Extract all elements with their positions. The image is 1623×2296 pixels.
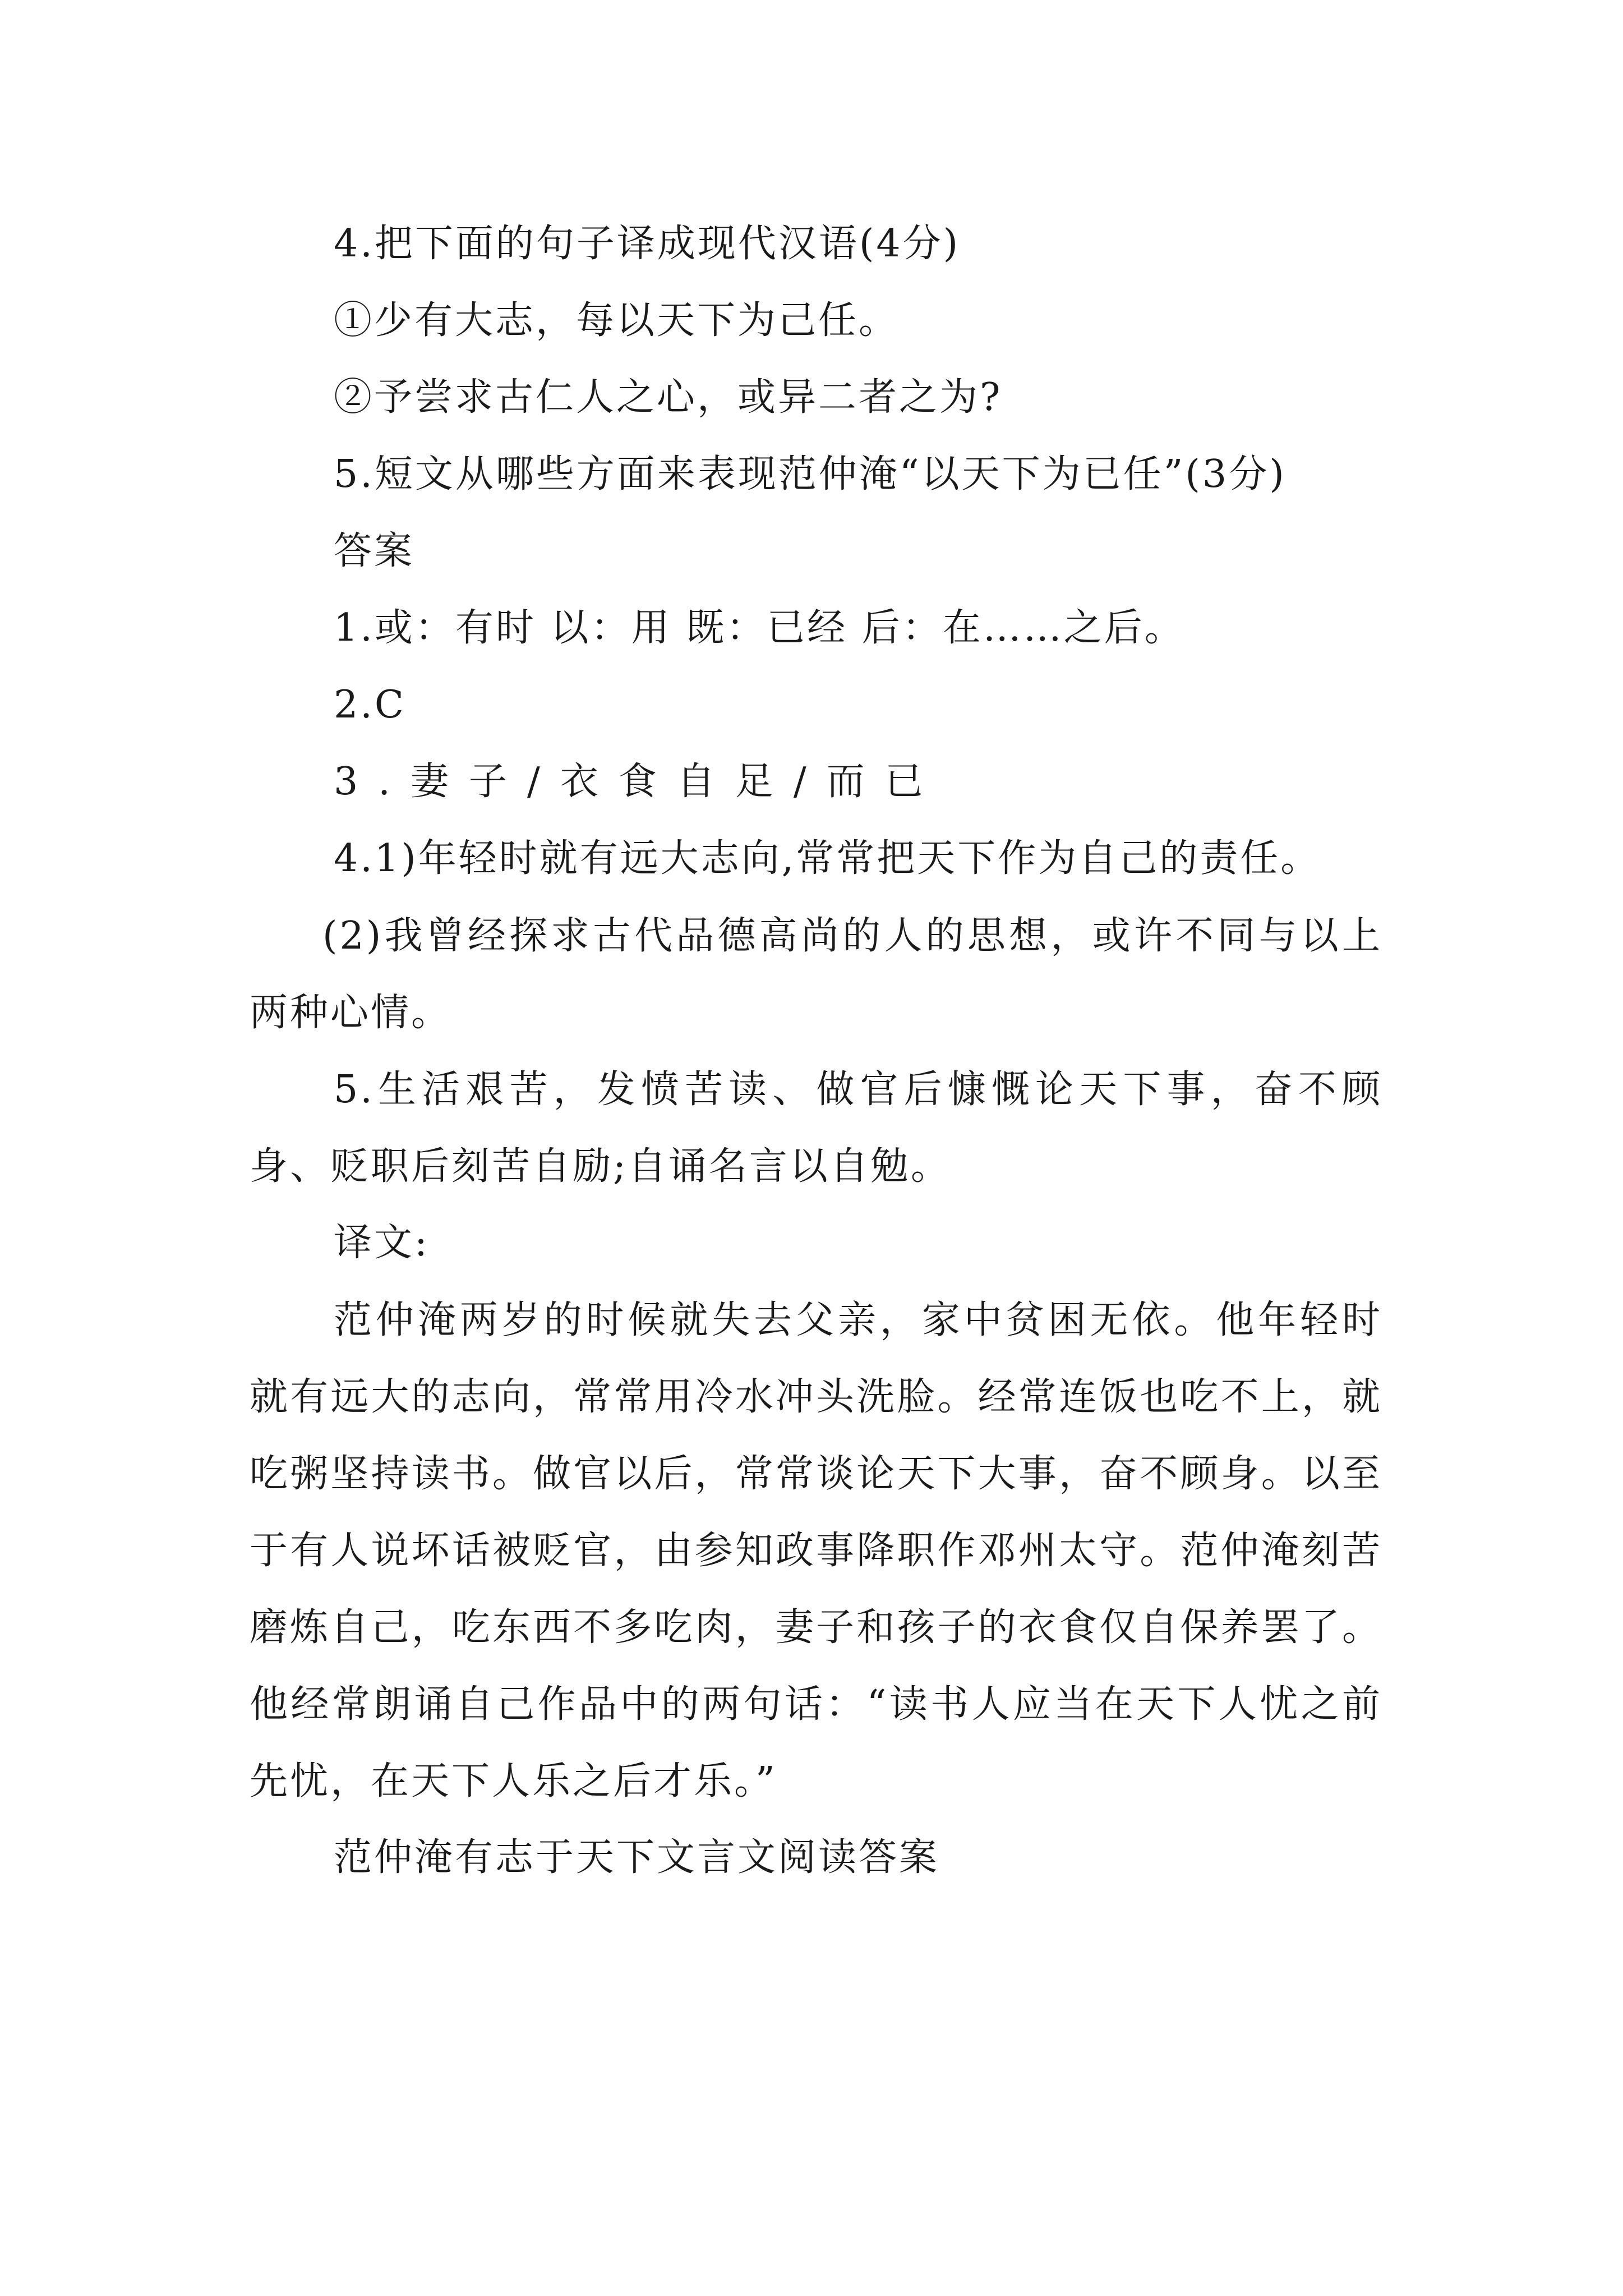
answer-2: 2.C (334, 683, 406, 727)
answer-1: 1.或：有时 以：用 既：已经 后：在……之后。 (334, 606, 1185, 650)
answer-5: 5.生活艰苦，发愤苦读、做官后慷慨论天下事，奋不顾身、贬职后刻苦自励;自诵名言以自勉。 (250, 1068, 1382, 1189)
translation-body: 范仲淹两岁的时候就失去父亲，家中贫困无依。他年轻时就有远大的志向，常常用冷水冲头洗脸。经常连饭也吃不上，就吃粥坚持读书。做官以后，常常谈论天下大事，奋不顾身。以至于有人说坏话被贬官，由参知政事降职作邓州太守。范仲淹刻苦磨炼自己，吃东西不多吃肉，妻子和孩子的衣食仅自保养罢了。他经常朗诵自己作品中的两句话：“读书人应当在天下人忧之前先忧，在天下人乐之后才乐。” (250, 1298, 1382, 1803)
answer-4-part-2: (2)我曾经探求古代品德高尚的人的思想，或许不同与以上两种心情。 (250, 914, 1382, 1035)
translation-heading: 译文: (334, 1221, 430, 1265)
answers-heading: 答案 (334, 529, 415, 573)
question-4-item-2: ②予尝求古仁人之心，或异二者之为? (334, 375, 1003, 420)
question-5-prompt: 5.短文从哪些方面来表现范仲淹“以天下为已任”(3分) (334, 452, 1287, 496)
answer-3: 3.妻子/衣食自足/而已 (334, 760, 943, 804)
footer-title: 范仲淹有志于天下文言文阅读答案 (334, 1835, 940, 1880)
question-4-item-1: ①少有大志，每以天下为己任。 (334, 298, 900, 343)
answer-4-part-1: 4.1)年轻时就有远大志向,常常把天下作为自己的责任。 (334, 836, 1321, 881)
question-4-prompt: 4.把下面的句子译成现代汉语(4分) (334, 222, 961, 266)
